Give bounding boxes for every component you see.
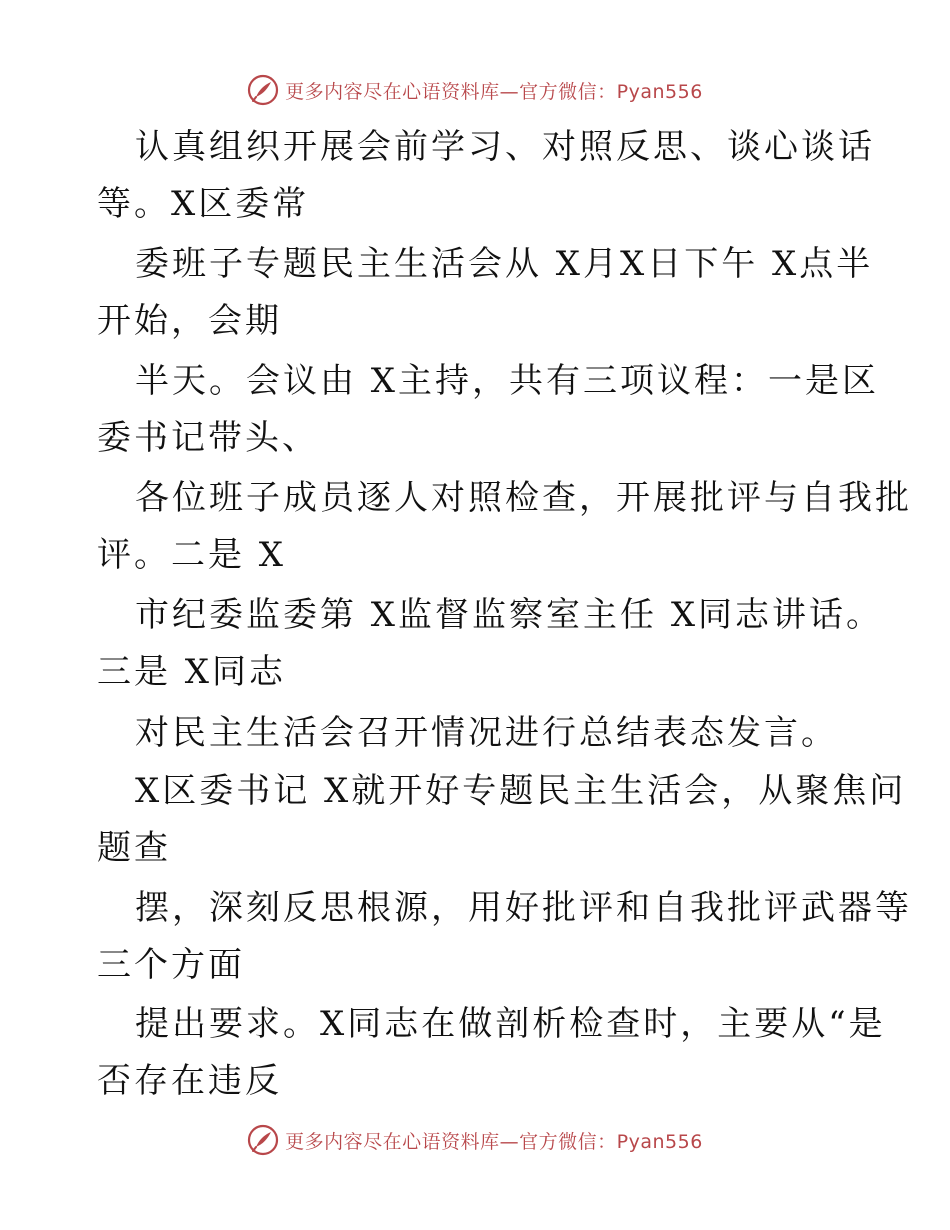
body-line: 委书记带头、: [97, 418, 319, 458]
body-line: 市纪委监委第 X监督监察室主任 X同志讲话。: [135, 595, 884, 635]
body-line: 认真组织开展会前学习、对照反思、谈心谈话: [135, 127, 875, 167]
footer-banner: [0, 1120, 950, 1160]
body-line: 摆，深刻反思根源，用好批评和自我批评武器等: [135, 888, 912, 928]
body-line: 对民主生活会召开情况进行总结表态发言。: [135, 713, 838, 753]
body-line: 开始，会期: [97, 301, 282, 341]
quill-pen-logo-icon: [247, 1124, 279, 1156]
body-line: 评。二是 X: [97, 535, 287, 575]
body-line: 等。X区委常: [97, 184, 310, 224]
body-line: 各位班子成员逐人对照检查，开展批评与自我批: [135, 478, 912, 518]
header-banner-text: 更多内容尽在心语资料库—官方微信：Pyan556: [285, 80, 703, 103]
body-line: 委班子专题民主生活会从 X月X日下午 X点半: [135, 244, 874, 284]
body-line: 提出要求。X同志在做剖析检查时，主要从“是: [135, 1004, 886, 1044]
body-line: 半天。会议由 X主持，共有三项议程：一是区: [135, 361, 880, 401]
body-line: 题查: [97, 828, 171, 868]
body-line: 三是 X同志: [97, 652, 287, 692]
footer-banner-text: 更多内容尽在心语资料库—官方微信：Pyan556: [285, 1130, 703, 1153]
body-line: X区委书记 X就开好专题民主生活会，从聚焦问: [135, 771, 907, 811]
body-line: 否存在违反: [97, 1061, 282, 1101]
body-line: 三个方面: [97, 945, 245, 985]
